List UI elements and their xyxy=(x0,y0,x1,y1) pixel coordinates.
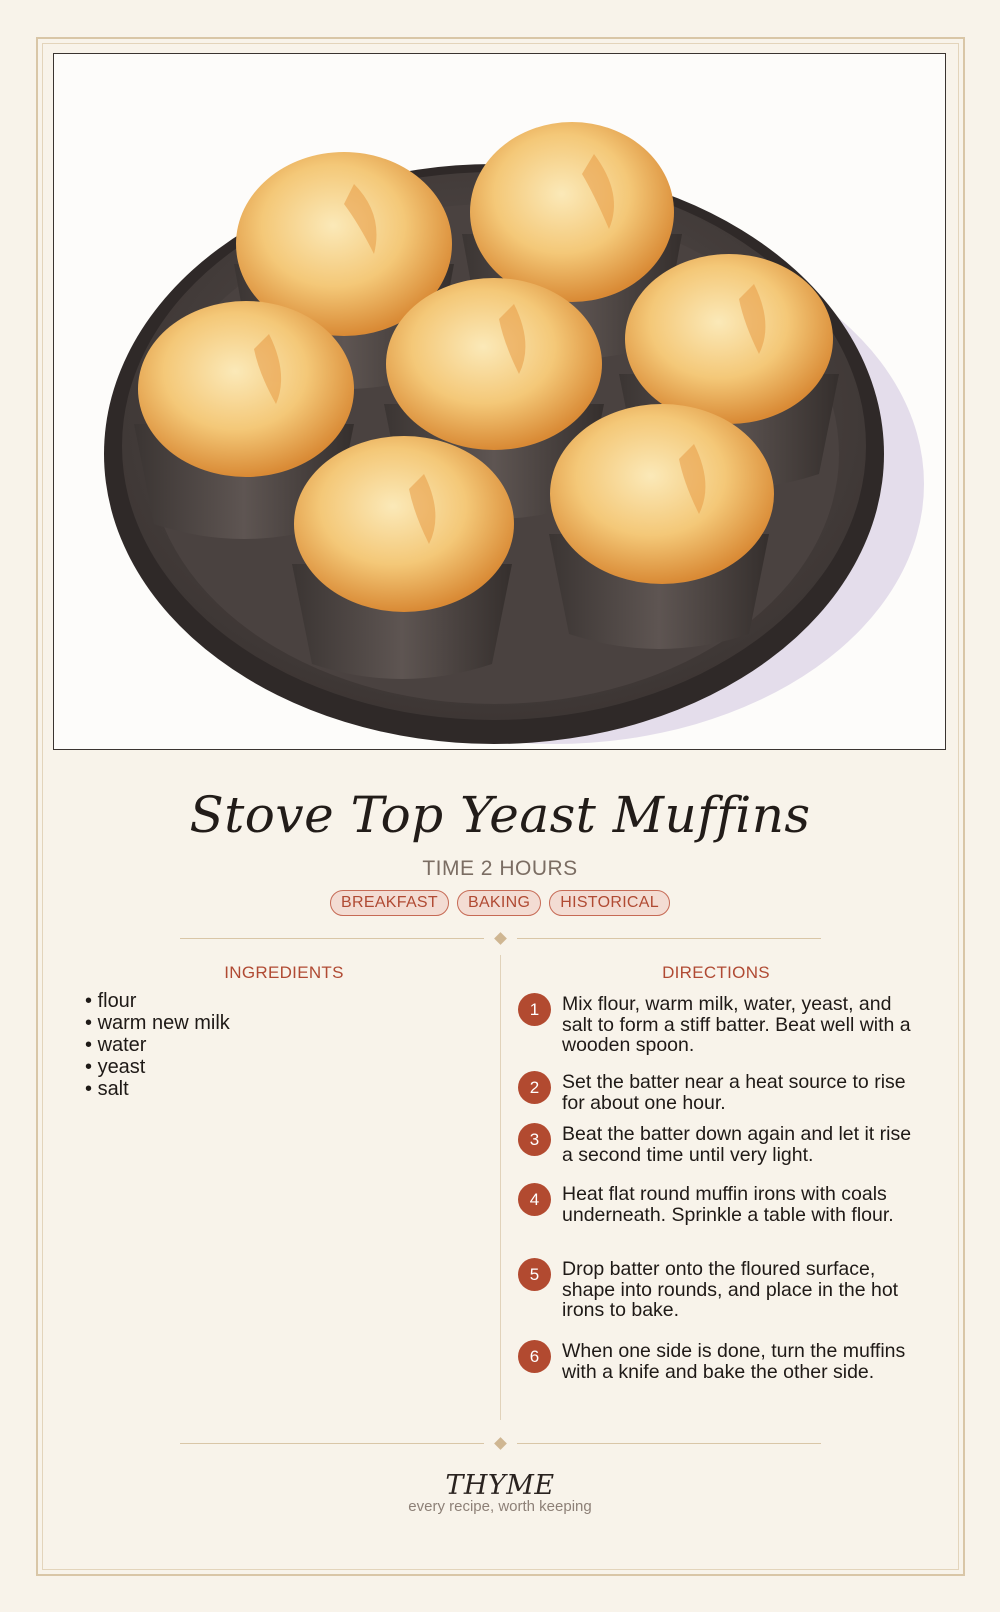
step-text: Drop batter onto the floured surface, shape into rounds, and place in the hot irons to bake. xyxy=(562,1258,899,1321)
diamond-ornament-icon xyxy=(494,932,507,945)
ingredient-item: • yeast xyxy=(85,1056,230,1078)
step-number-badge: 4 xyxy=(518,1183,551,1216)
diamond-ornament-icon xyxy=(494,1437,507,1450)
ingredients-list xyxy=(85,990,230,1100)
ingredient-item: • salt xyxy=(85,1078,230,1100)
brand-name: THYME xyxy=(445,1470,555,1501)
ingredient-item: • water xyxy=(85,1034,230,1056)
directions-heading: DIRECTIONS xyxy=(662,963,770,982)
step-text: Heat flat round muffin irons with coals underneath. Sprinkle a table with flour. xyxy=(562,1183,894,1226)
tag-baking[interactable]: BAKING xyxy=(457,890,541,916)
muffin-bottom-left xyxy=(292,436,514,679)
tag-breakfast[interactable]: BREAKFAST xyxy=(330,890,449,916)
step-number-badge: 6 xyxy=(518,1340,551,1373)
ingredient-item: • flour xyxy=(85,990,230,1012)
column-divider xyxy=(500,955,501,1420)
tag-historical[interactable]: HISTORICAL xyxy=(549,890,670,916)
muffin-bottom-right xyxy=(549,404,774,649)
section-divider-bottom xyxy=(180,1437,821,1451)
step-text: Mix flour, warm milk, water, yeast, and salt to form a stiff batter. Beat well with a wooden spoon. xyxy=(562,993,911,1056)
brand-tagline: every recipe, worth keeping xyxy=(408,1498,592,1515)
section-divider-top xyxy=(180,932,821,946)
step-text: Set the batter near a heat source to rise for about one hour. xyxy=(562,1071,906,1114)
step-number-badge: 1 xyxy=(518,993,551,1026)
step-text: When one side is done, turn the muffins with a knife and bake the other side. xyxy=(562,1340,906,1383)
recipe-photo xyxy=(53,53,946,750)
recipe-title: Stove Top Yeast Muffins xyxy=(189,786,811,844)
muffin-pan-illustration xyxy=(54,54,946,750)
step-text: Beat the batter down again and let it rise a second time until very light. xyxy=(562,1123,912,1166)
tag-list xyxy=(0,890,1000,916)
ingredient-item: • warm new milk xyxy=(85,1012,230,1034)
step-number-badge: 5 xyxy=(518,1258,551,1291)
recipe-time: TIME 2 HOURS xyxy=(422,857,578,880)
step-number-badge: 2 xyxy=(518,1071,551,1104)
step-number-badge: 3 xyxy=(518,1123,551,1156)
ingredients-heading: INGREDIENTS xyxy=(224,963,344,982)
